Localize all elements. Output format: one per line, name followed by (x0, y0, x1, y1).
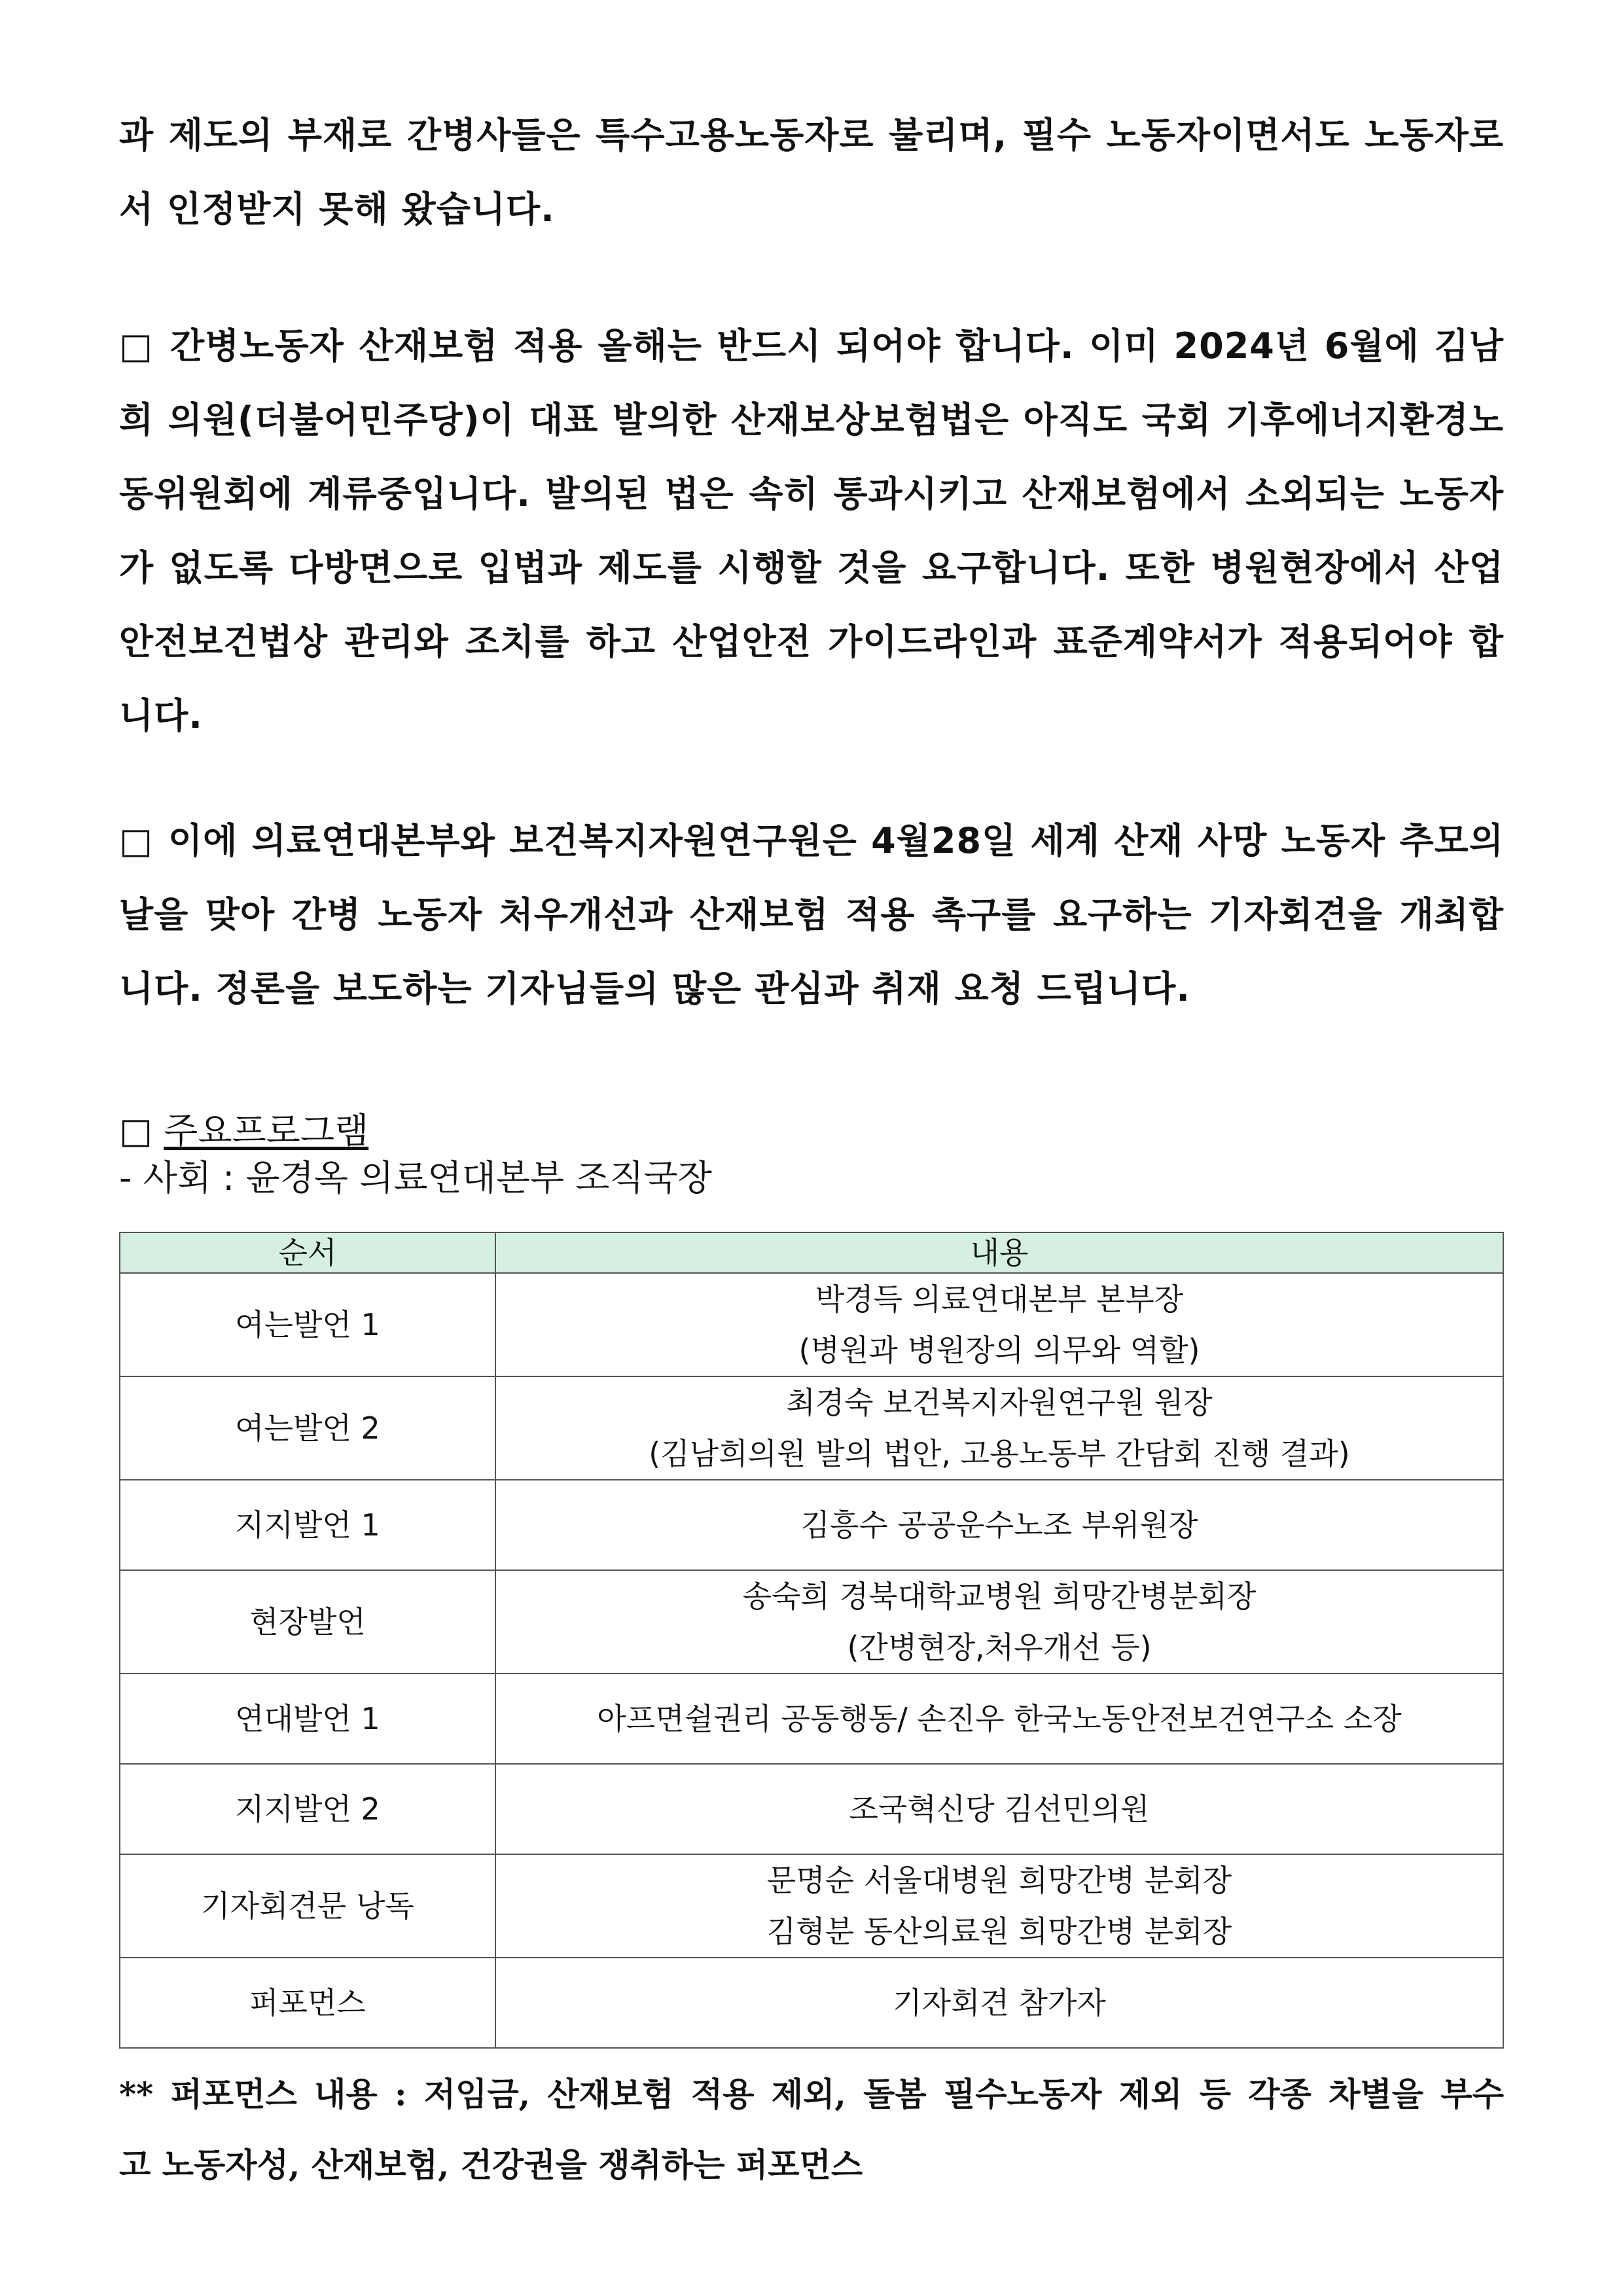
paragraph-line: 니다. 정론을 보도하는 기자님들의 많은 관심과 취재 요청 드립니다. (119, 968, 1190, 1009)
footnote-line: 고 노동자성, 산재보험, 건강권을 쟁취하는 퍼포먼스 (119, 2145, 863, 2184)
content-line: 박경득 의료연대본부 본부장 (815, 1282, 1184, 1317)
paragraph-press-conference (119, 804, 1504, 1026)
paragraph-line: 안전보건법상 관리와 조치를 하고 산업안전 가이드라인과 표준계약서가 적용되어야 합 (119, 621, 1504, 662)
paragraph-line: 가 없도록 다방면으로 입법과 제도를 시행할 것을 요구합니다. 또한 병원현장에서 산업 (119, 547, 1504, 588)
paragraph-line: 과 제도의 부재로 간병사들은 특수고용노동자로 불리며, 필수 노동자이면서도 노동자로 (119, 115, 1504, 156)
program-heading (119, 1105, 368, 1157)
paragraph-intro (119, 98, 1504, 246)
paragraph-line: 날을 맞아 간병 노동자 처우개선과 산재보험 적용 촉구를 요구하는 기자회견을 개최합 (119, 894, 1504, 935)
content-line: 송숙희 경북대학교병원 희망간병분회장 (742, 1579, 1257, 1614)
content-line: 기자회견 참가자 (893, 1985, 1106, 2020)
table-row (120, 1764, 1503, 1854)
paragraph-line: 희 의원(더불어민주당)이 대표 발의한 산재보상보험법은 아직도 국회 기후에너지환경노 (119, 399, 1504, 440)
content-line: 아프면쉴권리 공동행동/ 손진우 한국노동안전보건연구소 소장 (597, 1701, 1402, 1736)
table-row (120, 1480, 1503, 1570)
content-line: (김남희의원 발의 법안, 고용노동부 간담회 진행 결과) (649, 1436, 1350, 1471)
content-line: 김흥수 공공운수노조 부위원장 (800, 1507, 1198, 1543)
content-line: 최경숙 보건복지자원연구원 원장 (786, 1385, 1213, 1420)
content-cell (495, 1764, 1503, 1854)
content-cell (495, 1854, 1503, 1958)
paragraph-line: 동위원회에 계류중입니다. 발의된 법은 속히 통과시키고 산재보험에서 소외되는 노동자 (119, 473, 1504, 514)
checkbox-square-icon: □ (119, 1110, 153, 1151)
column-header-order: 순서 (120, 1232, 495, 1273)
content-line: (병원과 병원장의 의무와 역할) (798, 1333, 1200, 1368)
content-line: 문명순 서울대병원 희망간병 분회장 (766, 1863, 1232, 1898)
order-cell: 지지발언 1 (120, 1480, 495, 1570)
order-cell: 지지발언 2 (120, 1764, 495, 1854)
content-cell (495, 1480, 1503, 1570)
table-row (120, 1674, 1503, 1764)
content-cell (495, 1273, 1503, 1376)
table-header-row (120, 1232, 1503, 1273)
content-line: 조국혁신당 김선민의원 (849, 1791, 1150, 1827)
content-cell (495, 1958, 1503, 2048)
order-cell: 연대발언 1 (120, 1674, 495, 1764)
paragraph-line: 서 인정받지 못해 왔습니다. (119, 188, 555, 230)
table-row (120, 1376, 1503, 1480)
paragraph-line: □ 간병노동자 산재보험 적용 올해는 반드시 되어야 합니다. 이미 2024년 6월에 김남 (119, 325, 1504, 367)
footnote-line: ** 퍼포먼스 내용 : 저임금, 산재보험 적용 제외, 돌봄 필수노동자 제외 등 각종 차별을 부수 (119, 2075, 1504, 2113)
paragraph-line: □ 이에 의료연대본부와 보건복지자원연구원은 4월28일 세계 산재 사망 노동자 추모의 (119, 820, 1504, 861)
order-cell: 기자회견문 낭독 (120, 1854, 495, 1958)
content-cell (495, 1570, 1503, 1674)
content-cell (495, 1376, 1503, 1480)
table-row (120, 1273, 1503, 1376)
content-cell (495, 1674, 1503, 1764)
paragraph-line: 니다. (119, 695, 203, 736)
paragraph-insurance (119, 309, 1504, 753)
order-cell: 여는발언 2 (120, 1376, 495, 1480)
program-heading-label: 주요프로그램 (164, 1110, 369, 1151)
table-row (120, 1570, 1503, 1674)
column-header-content: 내용 (495, 1232, 1503, 1273)
footnote (119, 2059, 1504, 2200)
table-row (120, 1958, 1503, 2048)
order-cell: 퍼포먼스 (120, 1958, 495, 2048)
program-table (119, 1232, 1504, 2049)
content-line: (간병현장,처우개선 등) (847, 1630, 1152, 1665)
order-cell: 현장발언 (120, 1570, 495, 1674)
host-line: - 사회 : 윤경옥 의료연대본부 조직국장 (119, 1157, 712, 1198)
content-line: 김형분 동산의료원 희망간병 분회장 (766, 1914, 1232, 1949)
order-cell: 여는발언 1 (120, 1273, 495, 1376)
table-row (120, 1854, 1503, 1958)
